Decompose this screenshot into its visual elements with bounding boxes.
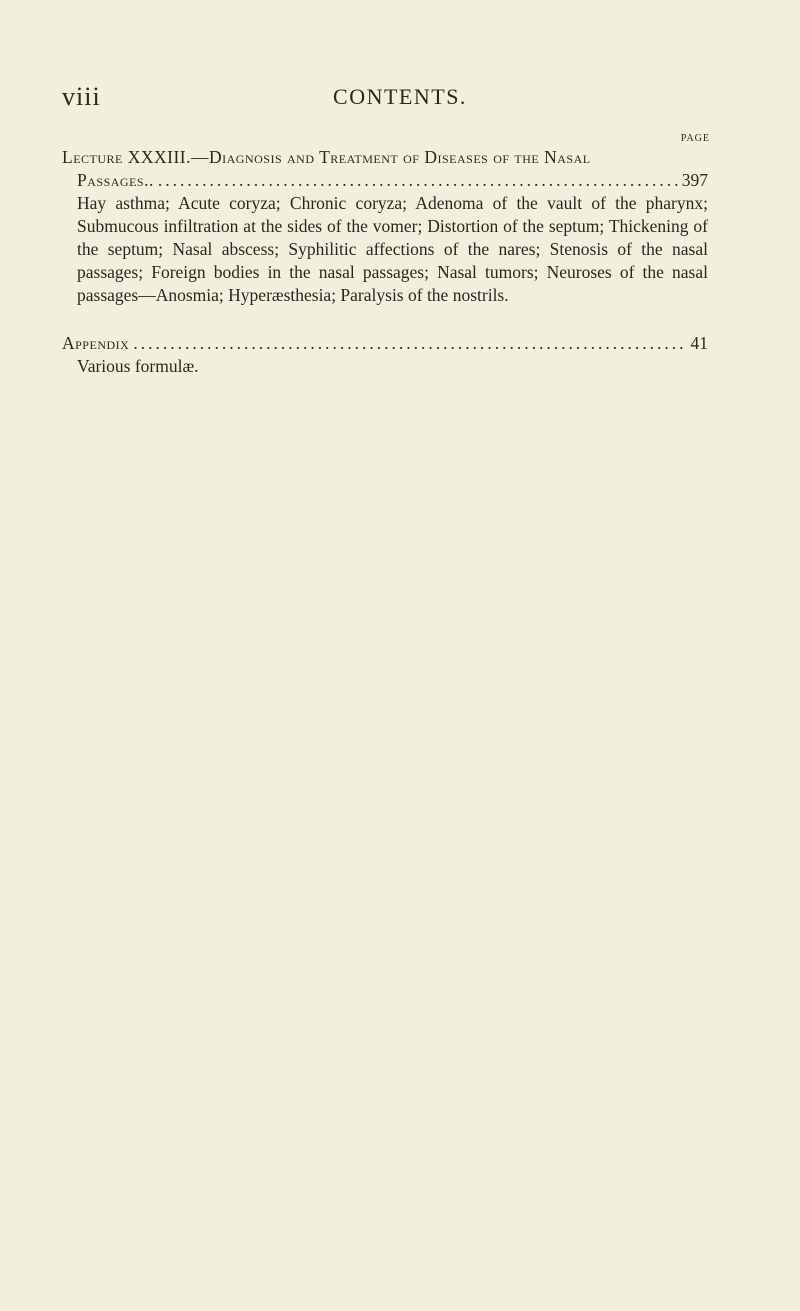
page-column-label: PAGE	[680, 133, 710, 144]
entry-page-ref: 397	[681, 170, 708, 190]
dot-leader	[133, 332, 686, 355]
entry-lead-label: Passages..	[77, 170, 154, 190]
page-number: viii	[62, 82, 101, 111]
dot-leader	[158, 169, 678, 192]
toc-entry-appendix	[62, 332, 708, 378]
entry-summary: Various formulæ.	[77, 356, 199, 376]
entry-summary: Hay asthma; Acute coryza; Chronic coryza; Adenoma of the vault of the pharynx; Submucous infiltration at the sides of the vomer; Distortion of the septum; Thickening of the septum; Nasal abscess; Syphilitic affections of the nares; Stenosis of the nasal passages; Foreign bodies in the nasal passages; Nasal tumors; Neuroses of the nasal passages—Anosmia; Hyperæsthesia; Paralysis of the nostrils.	[77, 193, 708, 305]
entry-lead-line	[62, 332, 708, 355]
running-head: CONTENTS.	[333, 84, 467, 109]
entry-lead-label: Appendix	[62, 333, 130, 353]
toc-entry-lecture-xxxiii	[62, 146, 708, 307]
entry-lead-line	[62, 169, 708, 192]
entry-page-ref: 41	[690, 333, 708, 353]
entry-title: Lecture XXXIII.—Diagnosis and Treatment of Diseases of the Nasal	[62, 147, 591, 167]
